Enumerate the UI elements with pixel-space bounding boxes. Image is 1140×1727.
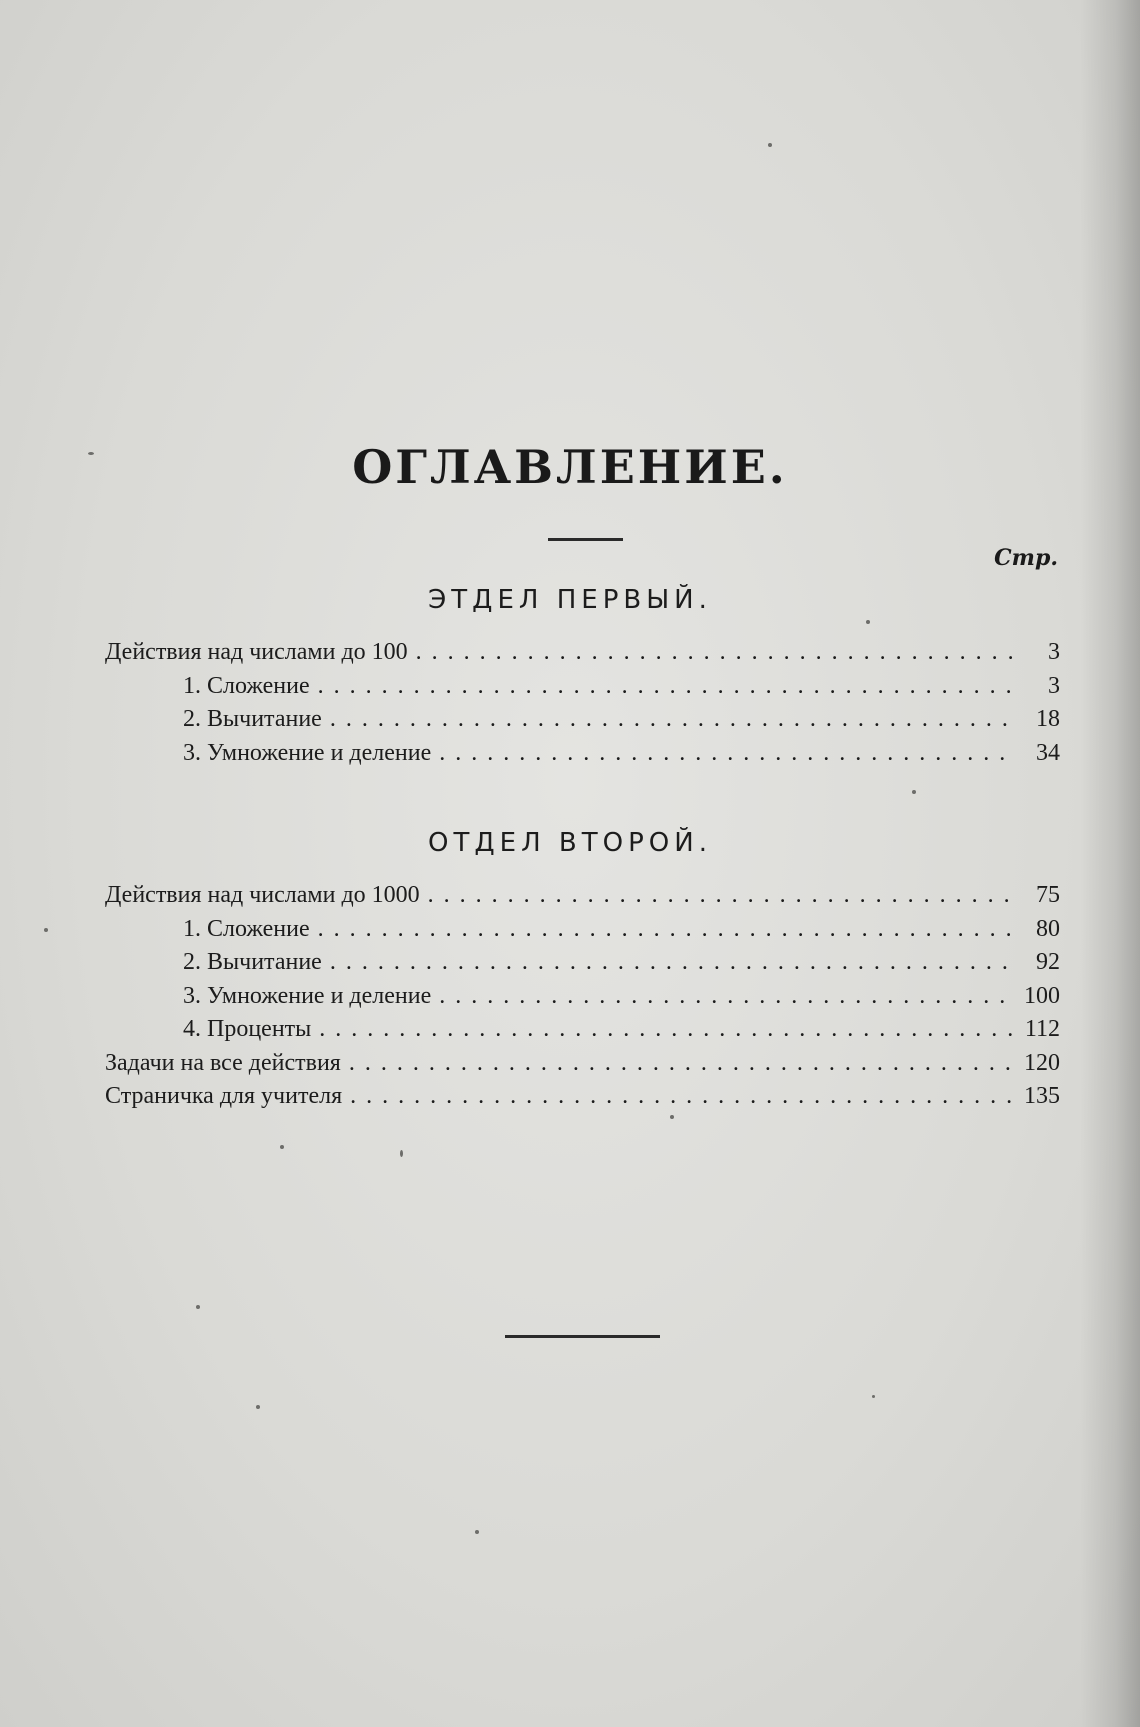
toc-entry [105,1013,1060,1047]
dot-leader [350,1080,1014,1114]
page-edge-shadow [1080,0,1140,1727]
toc-entry-page: 80 [1036,915,1060,942]
toc-entry [105,946,1060,980]
toc-entry-page: 92 [1036,949,1060,975]
dot-leader [349,1047,1014,1081]
title-divider [548,538,623,541]
toc-entry-page: 120 [1024,1049,1060,1076]
toc-entry-label: Страничка для учителя [105,1083,343,1109]
toc-entry [105,703,1060,737]
toc-entry-label: 1. Сложение [183,672,310,699]
dot-leader [318,913,1014,947]
toc-entry-page: 112 [1024,1016,1060,1042]
toc-entry-label: Действия над числами до 1000 [105,882,420,908]
paper-speck [475,1530,479,1534]
paper-speck [866,620,870,624]
dot-leader [319,1013,1014,1047]
bottom-divider [505,1335,660,1338]
toc-entry [105,636,1060,670]
toc-entry-label: 3. Умножение и деление [183,982,432,1009]
paper-speck [280,1145,284,1149]
paper-speck [912,790,916,794]
toc-entry-page: 75 [1036,882,1060,908]
toc-entry-page: 135 [1024,1083,1060,1109]
toc-entry-label: Действия над числами до 100 [105,639,408,665]
toc-entry-page: 34 [1036,739,1060,766]
toc-entry-page: 3 [1048,672,1060,699]
dot-leader [318,670,1014,704]
dot-leader [330,946,1014,980]
toc-entry [105,1047,1060,1081]
toc-entry [105,737,1060,771]
dot-leader [439,737,1014,771]
paper-speck [44,928,48,932]
section-heading-second: ОТДЕЛ ВТОРОЙ. [428,828,712,858]
paper-speck [256,1405,260,1409]
paper-speck [196,1305,200,1309]
page-column-header: Стр. [994,545,1058,571]
paper-speck [872,1395,875,1398]
toc-entry-label: 1. Сложение [183,915,310,942]
toc-entry [105,670,1060,704]
toc-entry-page: 18 [1036,706,1060,732]
toc-entry-label: 2. Вычитание [183,706,322,732]
toc-section-first [105,636,1060,770]
toc-entry [105,980,1060,1014]
dot-leader [416,636,1014,670]
dot-leader [439,980,1014,1014]
toc-entry [105,879,1060,913]
dot-leader [428,879,1014,913]
paper-speck [670,1115,674,1119]
toc-entry-label: Задачи на все действия [105,1049,341,1076]
toc-entry-label: 2. Вычитание [183,949,322,975]
page-title: ОГЛАВЛЕНИЕ. [352,440,788,494]
toc-entry-page: 3 [1048,639,1060,665]
toc-entry [105,1080,1060,1114]
section-heading-first: ЭТДЕЛ ПЕРВЫЙ. [428,585,712,615]
dot-leader [330,703,1014,737]
toc-section-second [105,879,1060,1114]
toc-entry-page: 100 [1024,982,1060,1009]
toc-entry-label: 4. Проценты [183,1016,312,1042]
paper-speck [768,143,772,147]
paper-speck [400,1150,403,1157]
toc-entry-label: 3. Умножение и деление [183,739,432,766]
toc-entry [105,913,1060,947]
